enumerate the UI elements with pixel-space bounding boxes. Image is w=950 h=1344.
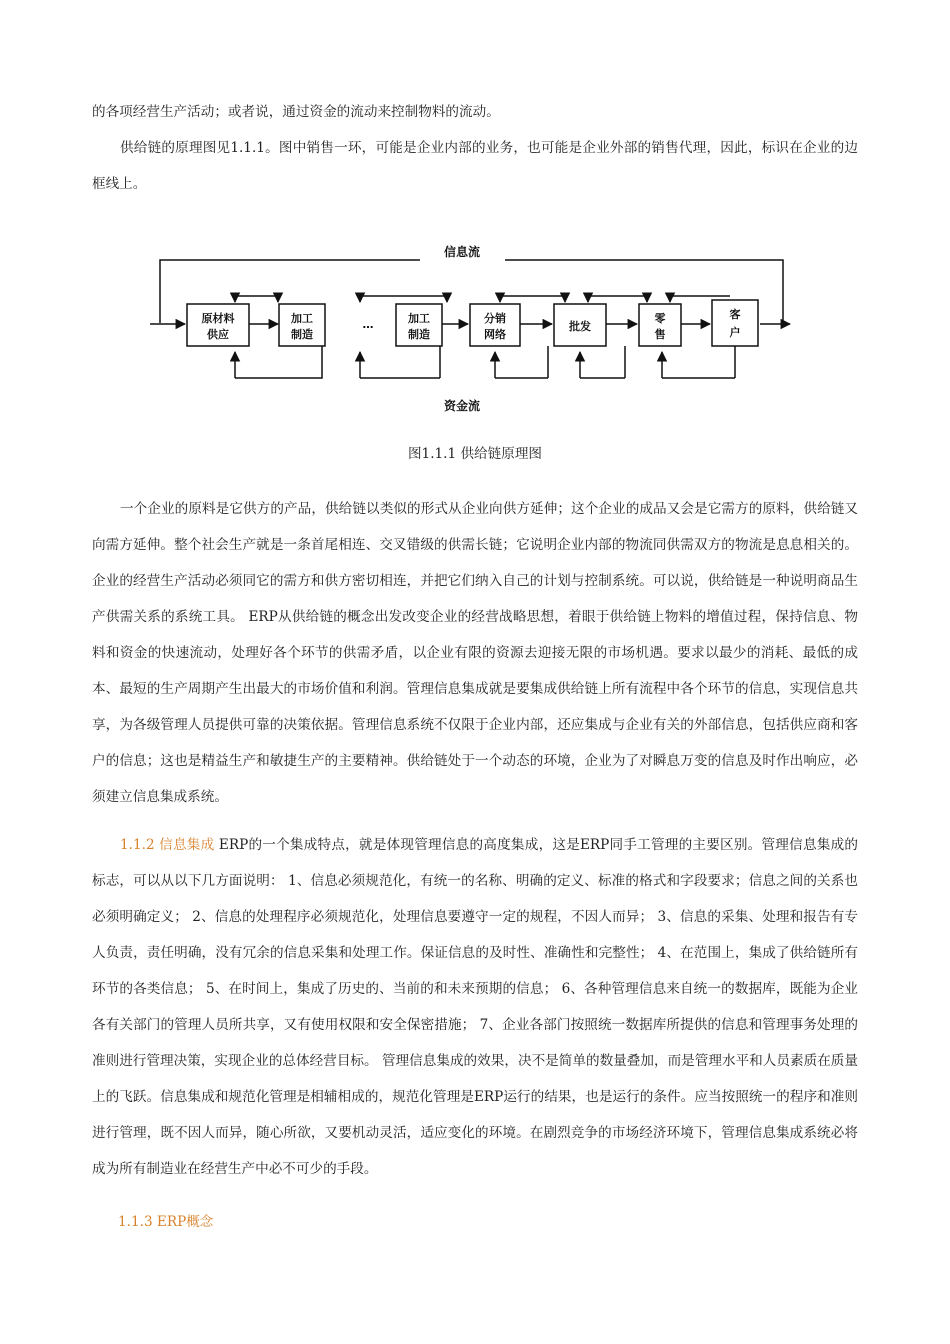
- box-customer-line2: 户: [729, 326, 741, 339]
- box-raw-material-line2: 供应: [207, 328, 229, 341]
- section-1-1-2-heading: 1.1.2 信息集成: [120, 837, 215, 853]
- info-flow-label: 信息流: [443, 245, 481, 259]
- box-customer-line1: 客: [729, 308, 741, 321]
- box-process1-line1: 加工: [291, 312, 313, 325]
- box-process2-line1: 加工: [408, 312, 430, 325]
- box-distribution-line2: 网络: [484, 328, 506, 341]
- supply-chain-diagram: [150, 238, 800, 418]
- box-retail-line1: 零: [654, 312, 666, 325]
- box-retail-line2: 售: [654, 328, 666, 341]
- box-raw-material-line1: 原材料: [201, 312, 235, 325]
- fund-flow-label: 资金流: [443, 399, 481, 413]
- section-1-1-2: [92, 827, 858, 1187]
- paragraph-supply-chain: 一个企业的原料是它供方的产品，供给链以类似的形式从企业向供方延伸；这个企业的成品又会是它需方的原料，供给链又向需方延伸。整个社会生产就是一条首尾相连、交叉错级的供需长链；它说明企业内部的物流同供需双方的物流是息息相关的。企业的经营生产活动必须同它的需方和供方密切相连，并把它们纳入自己的计划与控制系统。可以说，供给链是一种说明商品生产供需关系的系统工具。 ERP从供给链的概念出发改变企业的经营战略思想，着眼于供给链上物料的增值过程，保持信息、物料和资金的快速流动，处理好各个环节的供需矛盾，以企业有限的资源去迎接无限的市场机遇。要求以最少的消耗、最低的成本、最短的生产周期产生出最大的市场价值和利润。管理信息集成就是要集成供给链上所有流程中各个环节的信息，实现信息共享，为各级管理人员提供可靠的决策依据。管理信息系统不仅限于企业内部，还应集成与企业有关的外部信息，包括供应商和客户的信息；这也是精益生产和敏捷生产的主要精神。供给链处于一个动态的环境，企业为了对瞬息万变的信息及时作出响应，必须建立信息集成系统。: [92, 501, 858, 805]
- intro-paragraph: 供给链的原理图见1.1.1。图中销售一环，可能是企业内部的业务，也可能是企业外部的销售代理，因此，标识在企业的边框线上。: [92, 140, 858, 192]
- ellipsis: …: [362, 318, 374, 331]
- box-distribution-line1: 分销: [484, 312, 506, 325]
- chain-boxes: [187, 300, 758, 346]
- intro-line: 的各项经营生产活动；或者说，通过资金的流动来控制物料的流动。: [92, 104, 500, 120]
- box-wholesale-line1: 批发: [569, 320, 591, 333]
- box-process1-line2: 制造: [291, 328, 313, 341]
- figure-caption: 图1.1.1 供给链原理图: [407, 446, 543, 462]
- section-1-1-2-text: ERP的一个集成特点，就是体现管理信息的高度集成，这是ERP同手工管理的主要区别。管理信息集成的标志，可以从以下几方面说明： 1、信息必须规范化，有统一的名称、明确的定义、标准的格式和字段要求；信息之间的关系也必须明确定义； 2、信息的处理程序必须规范化，处理信息要遵守一定的规程，不因人而异； 3、信息的采集、处理和报告有专人负责，责任明确，没有冗余的信息采集和处理工作。保证信息的及时性、准确性和完整性； 4、在范围上，集成了供给链所有环节的各类信息； 5、在时间上，集成了历史的、当前的和未来预期的信息； 6、各种管理信息来自统一的数据库，既能为企业各有关部门的管理人员所共享，又有使用权限和安全保密措施； 7、企业各部门按照统一数据库所提供的信息和管理事务处理的准则进行管理决策，实现企业的总体经营目标。 管理信息集成的效果，决不是简单的数量叠加，而是管理水平和人员素质在质量上的飞跃。信息集成和规范化管理是相辅相成的，规范化管理是ERP运行的结果，也是运行的条件。应当按照统一的程序和准则进行管理，既不因人而异，随心所欲，又要机动灵活，适应变化的环境。在剧烈竞争的市场经济环境下，管理信息集成系统必将成为所有制造业在经营生产中必不可少的手段。: [92, 837, 858, 1177]
- box-process2-line2: 制造: [408, 328, 430, 341]
- section-1-1-3-heading: 1.1.3 ERP概念: [118, 1214, 214, 1230]
